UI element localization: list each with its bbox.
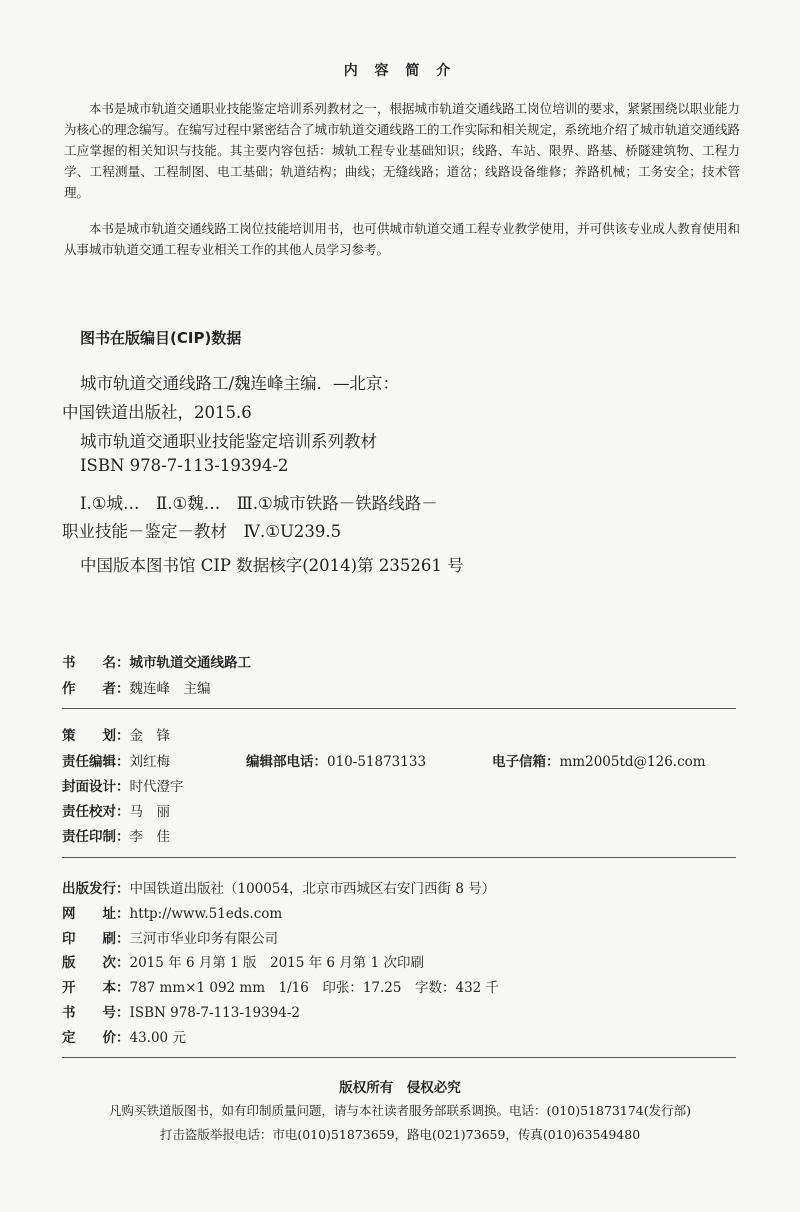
summary-paragraph-1: 本书是城市轨道交通职业技能鉴定培训系列教材之一，根据城市轨道交通线路工岗位培训的要求，紧紧围绕以职业能力为核心的理念编写。在编写过程中紧密结合了城市轨道交通线路工的工作实际和相关规定，系统地介绍了城市轨道交通线路工应掌握的相关知识与技能。其主要内容包括：城轨工程专业基础知识；线路、车站、限界、路基、桥隧建筑物、工程力学、工程测量、工程制图、电工基础；轨道结构；曲线；无缝线路；道岔；线路设备维修；养路机械；工务安全；技术管理。 bbox=[64, 101, 740, 200]
cover-value: 时代澄宇 bbox=[129, 779, 184, 795]
format-row bbox=[62, 976, 499, 996]
email-row bbox=[492, 750, 706, 770]
cip-line-4: ISBN 978-7-113-19394-2 bbox=[80, 456, 289, 475]
url-label: 网 址： bbox=[62, 906, 130, 922]
footer-report: 打击盗版举报电话：市电(010)51873659，路电(021)73659，传真(010)63549480 bbox=[159, 1127, 641, 1142]
book-title-value: 城市轨道交通线路工 bbox=[129, 655, 251, 671]
cip-heading: 图书在版编目(CIP)数据 bbox=[80, 329, 242, 347]
price-row bbox=[62, 1026, 186, 1046]
divider-2 bbox=[62, 857, 736, 858]
publisher-row bbox=[62, 877, 495, 897]
author-value: 魏连峰 主编 bbox=[129, 681, 211, 697]
footer-notice: 凡购买铁道版图书，如有印制质量问题，请与本社读者服务部联系调换。电话：(010)51873174(发行部) bbox=[109, 1103, 691, 1118]
cip-line-6: 职业技能－鉴定－教材 Ⅳ.①U239.5 bbox=[62, 522, 342, 541]
author-label: 作 者： bbox=[62, 681, 130, 697]
rights-title: 版权所有 侵权必究 bbox=[339, 1080, 461, 1096]
editor-value: 刘红梅 bbox=[129, 754, 170, 770]
cip-line-5: Ⅰ.①城… Ⅱ.①魏… Ⅲ.①城市铁路－铁路线路－ bbox=[80, 494, 438, 513]
publisher-value: 中国铁道出版社（100054，北京市西城区右安门西街 8 号） bbox=[129, 881, 496, 897]
isbn-label: 书 号： bbox=[62, 1005, 130, 1021]
printer-value: 三河市华业印务有限公司 bbox=[129, 931, 278, 947]
url-value: http://www.51eds.com bbox=[129, 906, 283, 922]
phone-label: 编辑部电话： bbox=[246, 754, 327, 770]
edition-value: 2015 年 6 月第 1 版 2015 年 6 月第 1 次印刷 bbox=[129, 955, 424, 971]
proof-value: 马 丽 bbox=[129, 804, 170, 820]
isbn-row bbox=[62, 1001, 300, 1021]
printer-label: 印 刷： bbox=[62, 931, 130, 947]
publisher-label: 出版发行： bbox=[62, 881, 130, 897]
price-value: 43.00 元 bbox=[129, 1030, 186, 1046]
book-title-label: 书 名： bbox=[62, 655, 130, 671]
printer-row bbox=[62, 927, 278, 947]
email-label: 电子信箱： bbox=[492, 754, 560, 770]
cip-line-3: 城市轨道交通职业技能鉴定培训系列教材 bbox=[80, 432, 377, 451]
format-label: 开 本： bbox=[62, 980, 130, 996]
planner-value: 金 锋 bbox=[129, 728, 170, 744]
summary-title: 内 容 简 介 bbox=[343, 63, 457, 79]
cip-line-7: 中国版本图书馆 CIP 数据核字(2014)第 235261 号 bbox=[80, 556, 464, 575]
print-row bbox=[62, 825, 170, 845]
planner-row bbox=[62, 724, 170, 744]
editor-row bbox=[62, 750, 170, 770]
email-value: mm2005td@126.com bbox=[559, 754, 706, 770]
cover-label: 封面设计： bbox=[62, 779, 130, 795]
cip-line-1: 城市轨道交通线路工/魏连峰主编．—北京： bbox=[80, 374, 400, 393]
cover-row bbox=[62, 775, 184, 795]
proof-row bbox=[62, 800, 170, 820]
format-value: 787 mm×1 092 mm 1/16 印张：17.25 字数：432 千 bbox=[129, 980, 500, 996]
phone-row bbox=[246, 750, 426, 770]
print-label: 责任印制： bbox=[62, 829, 130, 845]
isbn-value: ISBN 978-7-113-19394-2 bbox=[129, 1005, 301, 1021]
url-row bbox=[62, 902, 282, 922]
divider-3 bbox=[62, 1057, 736, 1058]
author-row bbox=[62, 677, 211, 697]
summary-paragraph-2: 本书是城市轨道交通线路工岗位技能培训用书，也可供城市轨道交通工程专业教学使用，并可供该专业成人教育使用和从事城市轨道交通工程专业相关工作的其他人员学习参考。 bbox=[64, 221, 740, 257]
price-label: 定 价： bbox=[62, 1030, 130, 1046]
print-value: 李 佳 bbox=[129, 829, 170, 845]
editor-label: 责任编辑： bbox=[62, 754, 130, 770]
divider-1 bbox=[62, 708, 736, 709]
cip-line-2: 中国铁道出版社，2015.6 bbox=[62, 403, 252, 422]
edition-row bbox=[62, 951, 424, 971]
phone-value: 010-51873133 bbox=[327, 754, 427, 770]
edition-label: 版 次： bbox=[62, 955, 130, 971]
proof-label: 责任校对： bbox=[62, 804, 130, 820]
planner-label: 策 划： bbox=[62, 728, 130, 744]
book-title-row bbox=[62, 651, 251, 671]
